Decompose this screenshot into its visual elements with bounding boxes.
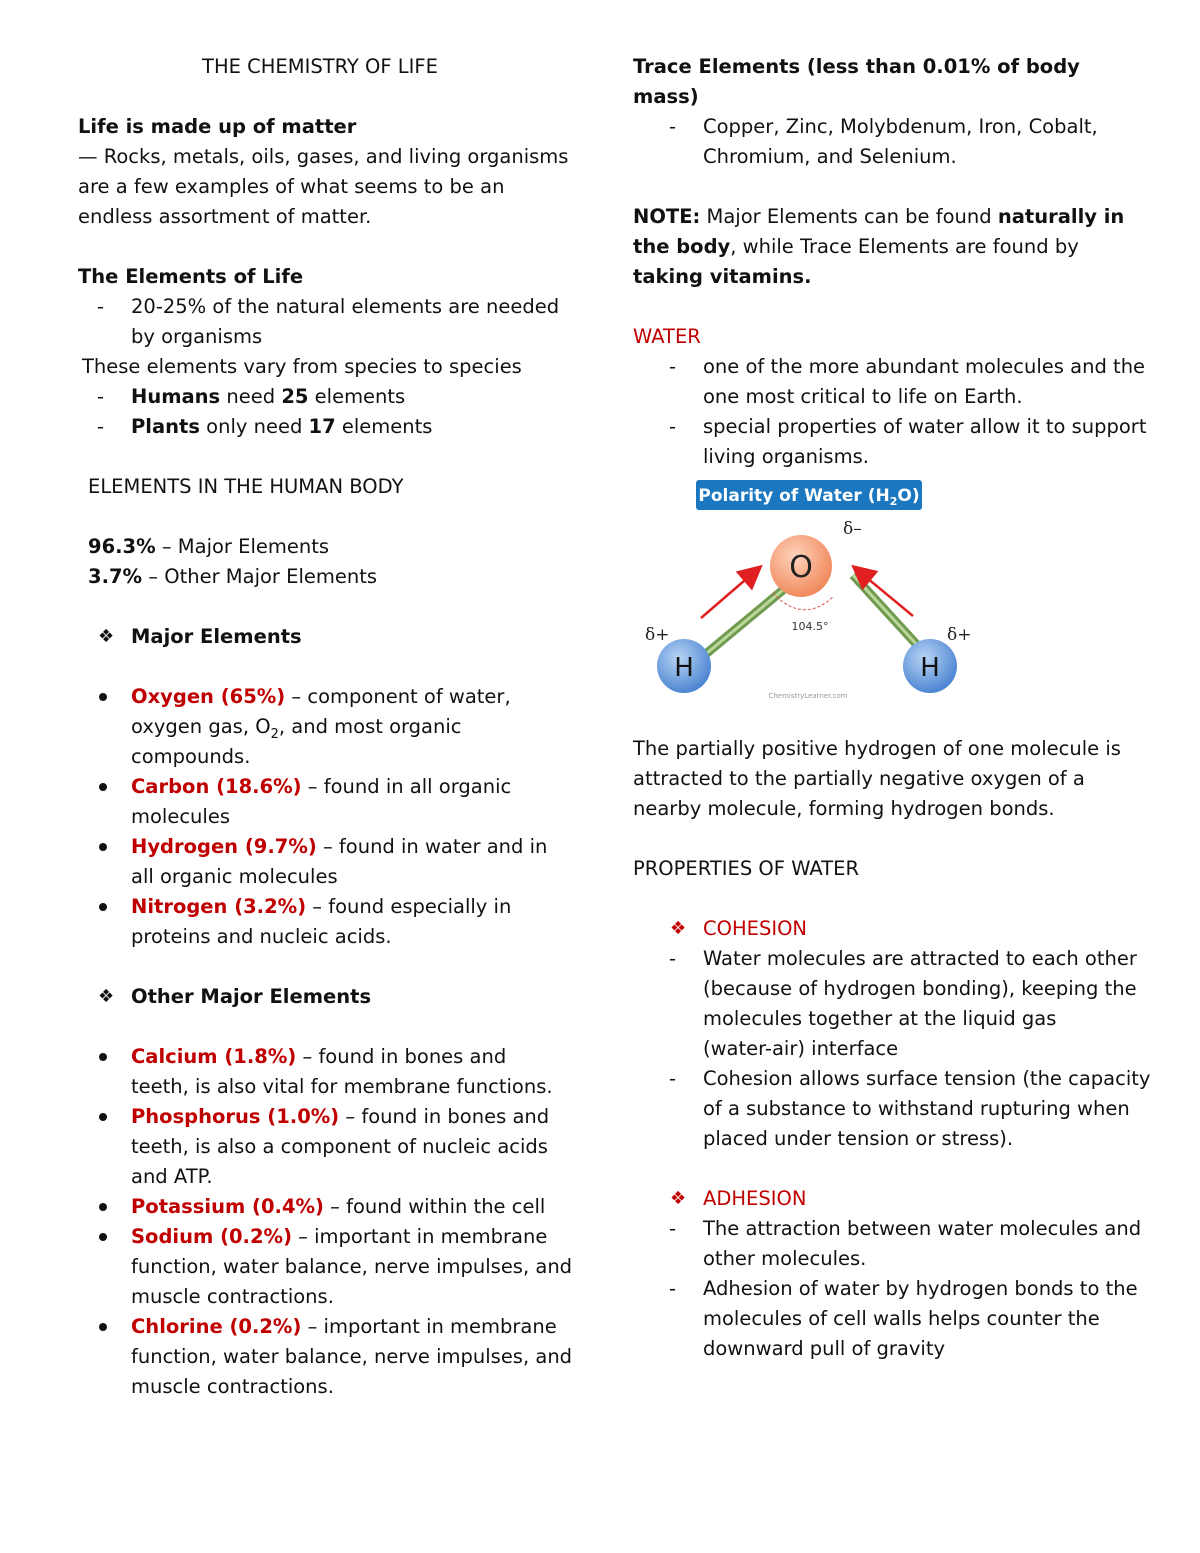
bullet-icon	[99, 1113, 107, 1121]
other-percent: 3.7% – Other Major Elements	[88, 565, 378, 588]
adhesion-heading: ❖ ADHESION	[633, 1184, 1143, 1214]
bullet-icon	[99, 1323, 107, 1331]
vary-text: These elements vary from species to species	[82, 355, 522, 378]
diamond-bullet-icon: ❖	[670, 1188, 687, 1209]
list-item: - one of the more abundant molecules and the one most critical to life on Earth.	[633, 352, 1143, 412]
hbond-text: nearby molecule, forming hydrogen bonds.	[633, 797, 1055, 820]
bullet-icon	[99, 1233, 107, 1241]
list-item: - special properties of water allow it to support living organisms.	[633, 412, 1143, 472]
major-elements-heading: ❖ Major Elements	[78, 622, 568, 652]
bullet-icon	[99, 843, 107, 851]
hydrogen-label-left: H	[674, 653, 694, 683]
element-item-nitrogen: Nitrogen (3.2%) – found especially in proteins and nucleic acids.	[78, 892, 568, 952]
element-item-calcium: Calcium (1.8%) – found in bones and teeth, is also vital for membrane functions.	[78, 1042, 568, 1102]
trace-heading: mass)	[633, 85, 699, 108]
bullet-icon	[99, 903, 107, 911]
element-item-hydrogen: Hydrogen (9.7%) – found in water and in all organic molecules	[78, 832, 568, 892]
diagram-credit: ChemistryLearner.com	[768, 692, 848, 700]
list-item: - Humans need 25 elements	[78, 382, 568, 412]
list-item: - Water molecules are attracted to each other (because of hydrogen bonding), keeping the molecules together at the liquid gas (water-air) interface	[633, 944, 1143, 1064]
hydrogen-label-right: H	[920, 653, 940, 683]
delta-plus-right-label: δ+	[947, 625, 972, 645]
matter-heading: Life is made up of matter	[78, 115, 357, 138]
element-item-potassium: Potassium (0.4%) – found within the cell	[78, 1192, 568, 1222]
note-text: the body, while Trace Elements are found by	[633, 235, 1079, 258]
element-item-phosphorus: Phosphorus (1.0%) – found in bones and teeth, is also a component of nucleic acids and ATP.	[78, 1102, 568, 1192]
list-item: - Copper, Zinc, Molybdenum, Iron, Cobalt, Chromium, and Selenium.	[633, 112, 1143, 172]
page-title: THE CHEMISTRY OF LIFE	[202, 55, 438, 78]
hbond-text: attracted to the partially negative oxygen of a	[633, 767, 1085, 790]
right-column	[633, 52, 1151, 1364]
properties-heading: PROPERTIES OF WATER	[633, 857, 860, 880]
list-item: - Cohesion allows surface tension (the capacity of a substance to withstand rupturing when placed under tension or stress).	[633, 1064, 1143, 1154]
bullet-icon	[99, 783, 107, 791]
other-major-heading: ❖ Other Major Elements	[78, 982, 568, 1012]
diamond-bullet-icon: ❖	[670, 918, 687, 939]
bullet-icon	[99, 693, 107, 701]
element-item-carbon: Carbon (18.6%) – found in all organic molecules	[78, 772, 568, 832]
water-heading: WATER	[633, 325, 701, 348]
major-percent: 96.3% – Major Elements	[88, 535, 330, 558]
elements-of-life-heading: The Elements of Life	[78, 265, 304, 288]
element-item-chlorine: Chlorine (0.2%) – important in membrane function, water balance, nerve impulses, and muscle contractions.	[78, 1312, 568, 1402]
dash-marker: -	[669, 415, 677, 438]
diamond-bullet-icon: ❖	[98, 986, 115, 1007]
dash-marker: -	[97, 385, 105, 408]
dash-marker: -	[669, 115, 677, 138]
dash-marker: -	[669, 947, 677, 970]
left-column	[78, 52, 573, 1402]
delta-minus-label: δ–	[843, 519, 862, 539]
dash-marker: -	[669, 1217, 677, 1240]
bullet-icon	[99, 1203, 107, 1211]
dash-marker: -	[669, 355, 677, 378]
delta-plus-left-label: δ+	[645, 625, 670, 645]
hbond-text: The partially positive hydrogen of one molecule is	[633, 737, 1121, 760]
oxygen-label: O	[789, 550, 813, 585]
matter-text: — Rocks, metals, oils, gases, and living organisms	[78, 145, 569, 168]
water-polarity-diagram	[633, 480, 1143, 744]
list-item: - Plants only need 17 elements	[78, 412, 568, 442]
list-item: - The attraction between water molecules and other molecules.	[633, 1214, 1143, 1274]
trace-heading: Trace Elements (less than 0.01% of body	[633, 55, 1080, 78]
dash-marker: -	[669, 1277, 677, 1300]
bullet-icon	[99, 1053, 107, 1061]
matter-text: are a few examples of what seems to be an	[78, 175, 505, 198]
list-item: - Adhesion of water by hydrogen bonds to the molecules of cell walls helps counter the downward pull of gravity	[633, 1274, 1143, 1364]
arrow-left	[701, 568, 759, 618]
cohesion-heading: ❖ COHESION	[633, 914, 1143, 944]
diagram-title: Polarity of Water $(H_2O)$	[698, 486, 920, 508]
human-body-heading: ELEMENTS IN THE HUMAN BODY	[88, 475, 404, 498]
dash-marker: -	[669, 1067, 677, 1090]
element-item-oxygen: Oxygen (65%) – component of water, oxygen gas, $O_2$, and most organic compounds.	[78, 682, 568, 772]
bond-angle-label: 104.5°	[791, 620, 829, 633]
list-item: - 20-25% of the natural elements are needed by organisms	[78, 292, 568, 352]
diamond-bullet-icon: ❖	[98, 626, 115, 647]
dash-marker: -	[97, 295, 105, 318]
dash-marker: -	[97, 415, 105, 438]
element-item-sodium: Sodium (0.2%) – important in membrane function, water balance, nerve impulses, and muscle contractions.	[78, 1222, 568, 1312]
note-text: taking vitamins.	[633, 265, 812, 288]
matter-text: endless assortment of matter.	[78, 205, 372, 228]
note-text: NOTE: Major Elements can be found naturally in	[633, 205, 1125, 228]
